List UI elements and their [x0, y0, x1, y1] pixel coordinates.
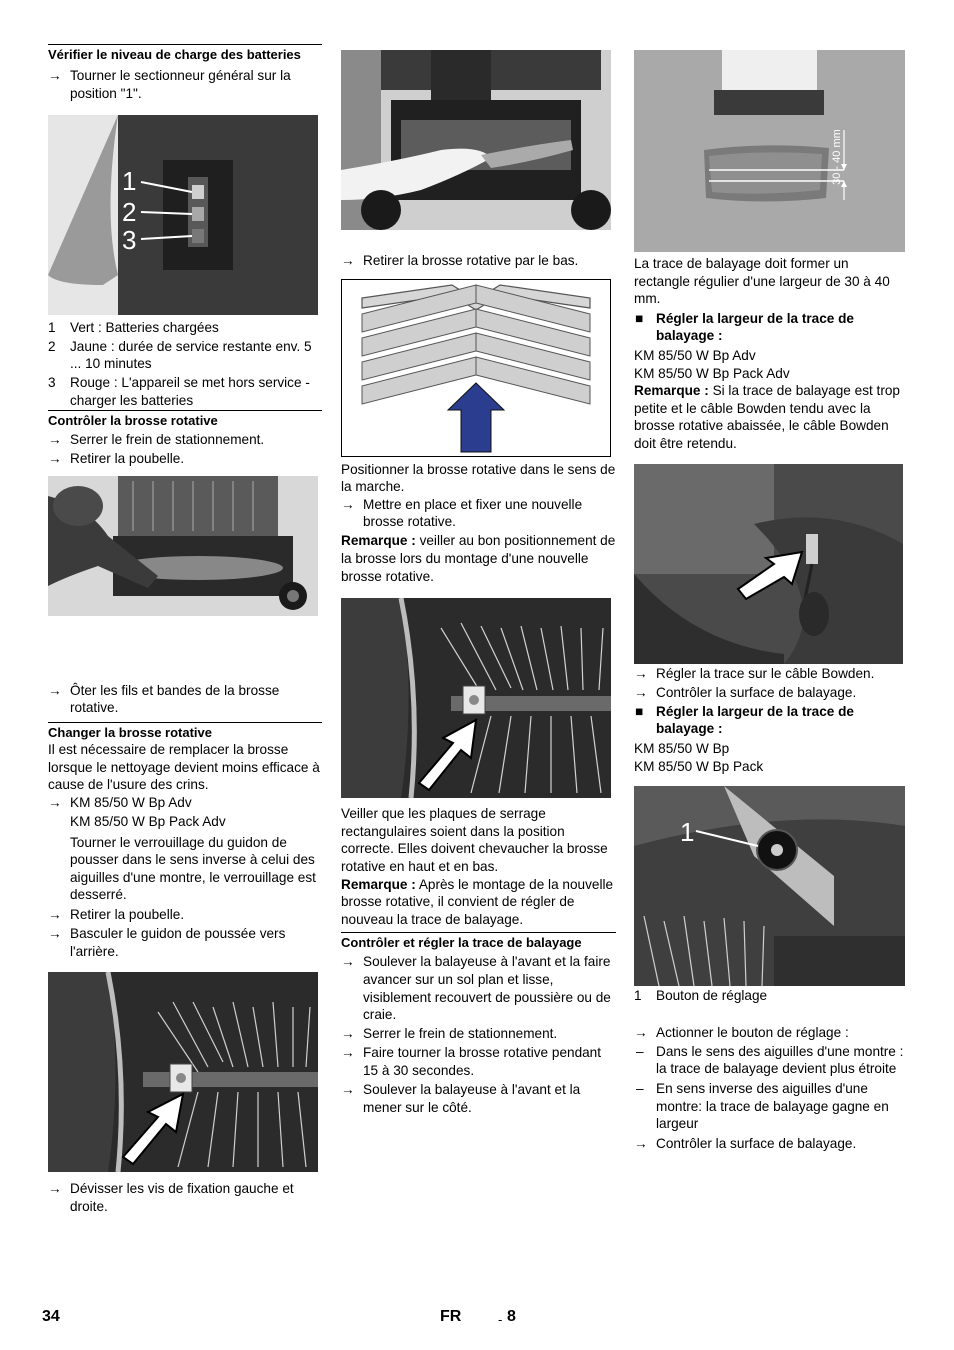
language-code: FR	[440, 1308, 462, 1325]
step: → Contrôler la surface de balayage.	[634, 684, 857, 700]
arrow-icon: →	[634, 665, 648, 681]
legend-item: 3 Rouge : L'appareil se met hors service - charger les batteries	[48, 374, 310, 408]
model-name: KM 85/50 W Bp	[634, 740, 730, 756]
note: Remarque : veiller au bon positionnement de la brosse lors du montage d'une nouvelle brosse rotative.	[341, 533, 616, 584]
heading-check-brush: Contrôler la brosse rotative	[48, 410, 322, 429]
figure-clamping-plates	[341, 598, 611, 798]
step: → KM 85/50 W Bp Adv	[48, 794, 192, 810]
arrow-icon: →	[341, 1026, 355, 1042]
bullet-heading: ■ Régler la largeur de la trace de balayage :	[635, 310, 854, 344]
fig-label-1: 1	[680, 817, 695, 848]
arrow-icon: →	[48, 925, 62, 941]
arrow-icon: →	[48, 432, 62, 448]
step: → Basculer le guidon de poussée vers l'arrière.	[48, 925, 286, 959]
fig-label-1: 1	[122, 166, 137, 197]
model-name: KM 85/50 W Bp Pack	[634, 758, 764, 774]
note: Remarque : Si la trace de balayage est trop petite et le câble Bowden tendu avec la brosse rotative abaissée, le câble Bowden doit être retendu.	[634, 383, 900, 451]
footer-separator: -	[498, 1312, 503, 1327]
step: → Mettre en place et fixer une nouvelle brosse rotative.	[341, 496, 583, 530]
column-1	[48, 44, 322, 1217]
arrow-icon: →	[341, 954, 355, 970]
column-3	[634, 50, 906, 1154]
page-number: 34	[42, 1308, 60, 1325]
square-bullet-icon: ■	[635, 310, 644, 326]
figure-fixing-screws	[48, 972, 318, 1172]
step: → Serrer le frein de stationnement.	[341, 1026, 558, 1042]
arrow-icon: →	[634, 1135, 648, 1151]
step: → Soulever la balayeuse à l'avant et la mener sur le côté.	[341, 1082, 581, 1115]
step: → Retirer la brosse rotative par le bas.	[341, 253, 579, 268]
section-page-number: 8	[507, 1308, 516, 1325]
arrow-icon: →	[634, 684, 648, 700]
arrow-icon: →	[634, 1024, 648, 1040]
figure-battery-indicator	[48, 115, 318, 315]
fig-dimension-label: 30 - 40 mm	[831, 129, 843, 185]
arrow-icon: →	[341, 253, 355, 268]
paragraph: La trace de balayage doit former un rectangle régulier d'une largeur de 30 à 40 mm.	[634, 256, 890, 307]
step: → Tourner le sectionneur général sur la position "1".	[48, 68, 291, 101]
paragraph: Il est nécessaire de remplacer la brosse lorsque le nettoyage devient moins efficace à cause de l'usure des crins.	[48, 742, 320, 793]
arrow-icon: →	[341, 1045, 355, 1061]
figure-brush-direction	[341, 279, 611, 457]
step: → Régler la trace sur le câble Bowden.	[634, 665, 875, 681]
figure-brush-check	[48, 476, 318, 616]
heading-change-brush: Changer la brosse rotative	[48, 722, 322, 741]
step: → Serrer le frein de stationnement.	[48, 432, 265, 448]
step: → Retirer la poubelle.	[48, 451, 185, 467]
fig-label-3: 3	[122, 225, 137, 256]
column-2	[341, 50, 616, 1118]
step: → Ôter les fils et bandes de la brosse rotative.	[48, 682, 280, 716]
arrow-icon: →	[48, 451, 62, 467]
legend-item: 2 Jaune : durée de service restante env. 5 ... 10 minutes	[48, 338, 312, 372]
legend-item: 1 Bouton de réglage	[634, 988, 768, 1004]
model-name: KM 85/50 W Bp Adv	[634, 347, 756, 363]
heading-battery: Vérifier le niveau de charge des batteries	[48, 44, 322, 63]
fig-label-2: 2	[122, 197, 137, 228]
heading-sweep-trace: Contrôler et régler la trace de balayage	[341, 932, 616, 951]
step: → Dévisser les vis de fixation gauche et droite.	[48, 1181, 294, 1214]
legend-battery	[48, 319, 322, 409]
figure-bowden-cable	[634, 464, 903, 664]
arrow-icon: →	[48, 682, 62, 698]
figure-adjust-knob	[634, 786, 905, 986]
figure-remove-brush	[341, 50, 611, 230]
step: → Retirer la poubelle.	[48, 906, 185, 922]
figure-sweep-trace	[634, 50, 905, 252]
dash-item: – En sens inverse des aiguilles d'une montre: la trace de balayage gagne en largeur	[636, 1080, 889, 1132]
arrow-icon: →	[341, 496, 355, 512]
arrow-icon: →	[48, 794, 62, 810]
paragraph: Positionner la brosse rotative dans le sens de la marche.	[341, 461, 616, 495]
step: → Soulever la balayeuse à l'avant et la faire avancer sur un sol plan et lisse, visiblement recouvert de poussière ou de craie.	[341, 954, 611, 1023]
dash-icon: –	[636, 1080, 644, 1096]
note: Remarque : Après le montage de la nouvelle brosse rotative, il convient de régler de nouveau la trace de balayage.	[341, 876, 614, 927]
dash-item: – Dans le sens des aiguilles d'une montre : la trace de balayage devient plus étroite	[636, 1043, 904, 1077]
square-bullet-icon: ■	[635, 703, 644, 719]
dash-icon: –	[636, 1043, 644, 1059]
arrow-icon: →	[341, 1082, 355, 1098]
arrow-icon: →	[48, 68, 62, 83]
legend-item: 1 Vert : Batteries chargées	[48, 320, 219, 336]
bullet-heading: ■ Régler la largeur de la trace de balayage :	[635, 703, 854, 737]
model-name: KM 85/50 W Bp Pack Adv	[634, 365, 790, 381]
paragraph: Veiller que les plaques de serrage rectangulaires soient dans la position correcte. Elles doivent chevaucher la brosse rotative en haut et en bas.	[341, 806, 608, 875]
step: → Faire tourner la brosse rotative pendant 15 à 30 secondes.	[341, 1045, 602, 1078]
step: → Actionner le bouton de réglage :	[634, 1024, 849, 1040]
arrow-icon: →	[48, 906, 62, 922]
arrow-icon: →	[48, 1181, 62, 1197]
step: → Contrôler la surface de balayage.	[634, 1135, 857, 1151]
paragraph: Tourner le verrouillage du guidon de pousser dans le sens inverse à celui des aiguilles d'une montre, le verrouillage est desserré.	[70, 834, 316, 903]
model-name: KM 85/50 W Bp Pack Adv	[70, 813, 226, 829]
